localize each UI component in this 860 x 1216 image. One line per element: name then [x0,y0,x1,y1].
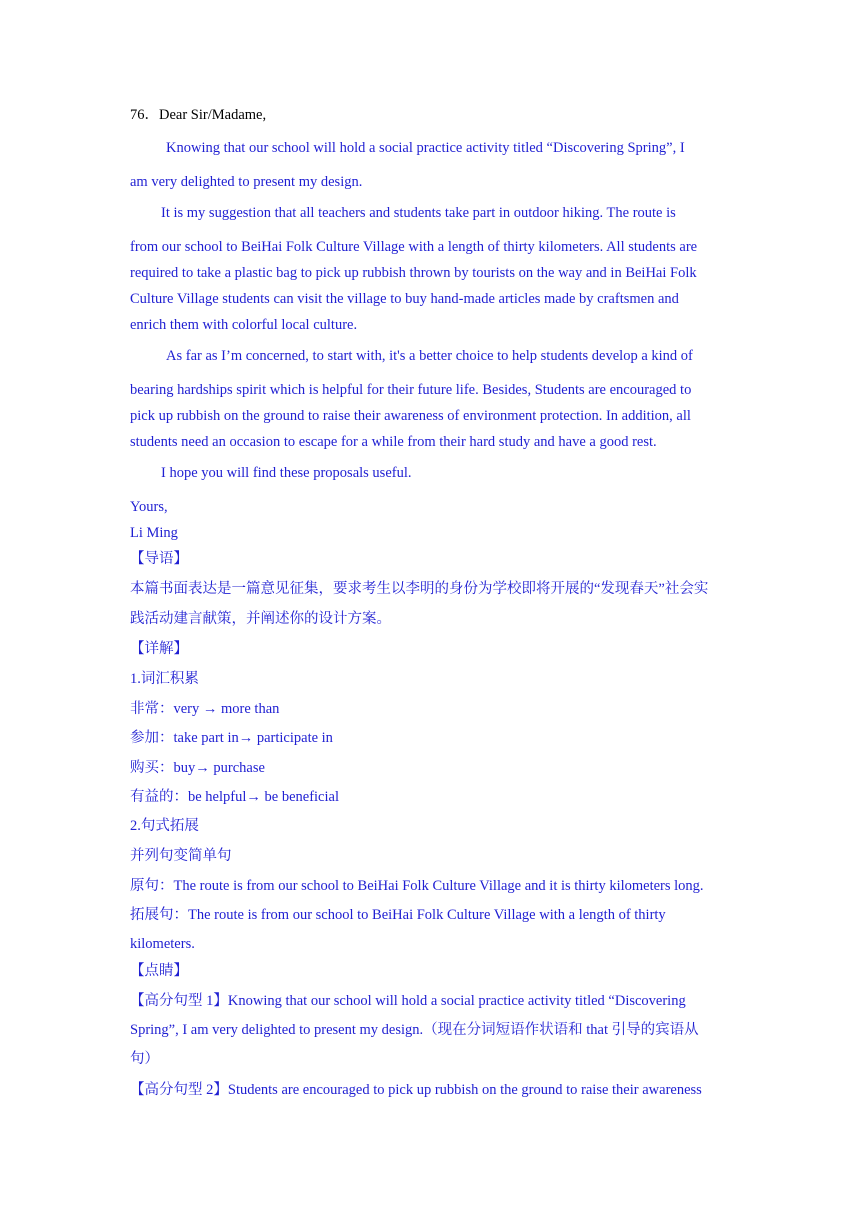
letter-paragraph-2-line-2: from our school to BeiHai Folk Culture Village with a length of thirty kilometers. All students are [130,239,698,255]
letter-paragraph-3-line-4: students need an occasion to escape for a while from their hard study and have a good rest. [130,434,657,450]
letter-paragraph-3-line-1: As far as I’m concerned, to start with, it's a better choice to help students develop a kind of [166,348,693,364]
expanded-sentence-line-1: 拓展句：The route is from our school to BeiHai Folk Culture Village with a length of thirty [130,907,666,923]
guide-line-1: 本篇书面表达是一篇意见征集，要求考生以李明的身份为学校即将开展的“发现春天”社会实 [130,581,709,597]
high-score-sentence-1-line-1: 【高分句型 1】Knowing that our school will hold a social practice activity titled “Discovering [130,993,686,1009]
original-sentence: 原句：The route is from our school to BeiHai Folk Culture Village and it is thirty kilometers long. [130,878,704,894]
vocab-title: 1.词汇积累 [130,671,199,687]
vocab-item: 有益的：be helpful→ be beneficial [130,789,339,805]
letter-paragraph-2-line-4: Culture Village students can visit the village to buy hand-made articles made by craftsmen and [130,291,679,307]
guide-line-2: 践活动建言献策，并阐述你的设计方案。 [130,611,391,627]
high-score-sentence-2-line-1: 【高分句型 2】Students are encouraged to pick up rubbish on the ground to raise their awareness [130,1082,702,1098]
letter-paragraph-4: I hope you will find these proposals useful. [161,465,412,481]
letter-paragraph-2-line-3: required to take a plastic bag to pick up rubbish thrown by tourists on the way and in BeiHai Folk [130,265,697,281]
vocab-item: 购买：buy→ purchase [130,760,265,776]
vocab-item: 参加：take part in→ participate in [130,730,333,746]
sentence-title: 2.句式拓展 [130,818,199,834]
letter-paragraph-1-line-2: am very delighted to present my design. [130,174,363,190]
high-score-sentence-1-line-3: 句） [130,1051,159,1067]
detail-heading: 【详解】 [130,641,188,657]
letter-closing: Yours, [130,499,168,515]
question-heading: 76．Dear Sir/Madame, [130,107,267,123]
letter-paragraph-3-line-3: pick up rubbish on the ground to raise their awareness of environment protection. In addition, all [130,408,691,424]
letter-paragraph-2-line-5: enrich them with colorful local culture. [130,317,358,333]
highlight-heading: 【点睛】 [130,963,188,979]
guide-heading: 【导语】 [130,551,188,567]
letter-paragraph-3-line-2: bearing hardships spirit which is helpful for their future life. Besides, Students are encouraged to [130,382,692,398]
high-score-sentence-1-line-2: Spring”, I am very delighted to present my design.（现在分词短语作状语和 that 引导的宾语从 [130,1022,699,1038]
expanded-sentence-line-2: kilometers. [130,936,195,952]
vocab-item: 非常：very → more than [130,701,280,717]
letter-paragraph-2-line-1: It is my suggestion that all teachers and students take part in outdoor hiking. The route is [161,205,676,221]
letter-paragraph-1-line-1: Knowing that our school will hold a social practice activity titled “Discovering Spring”, I [166,140,685,156]
letter-signature: Li Ming [130,525,178,541]
sentence-subtitle: 并列句变简单句 [130,848,232,864]
